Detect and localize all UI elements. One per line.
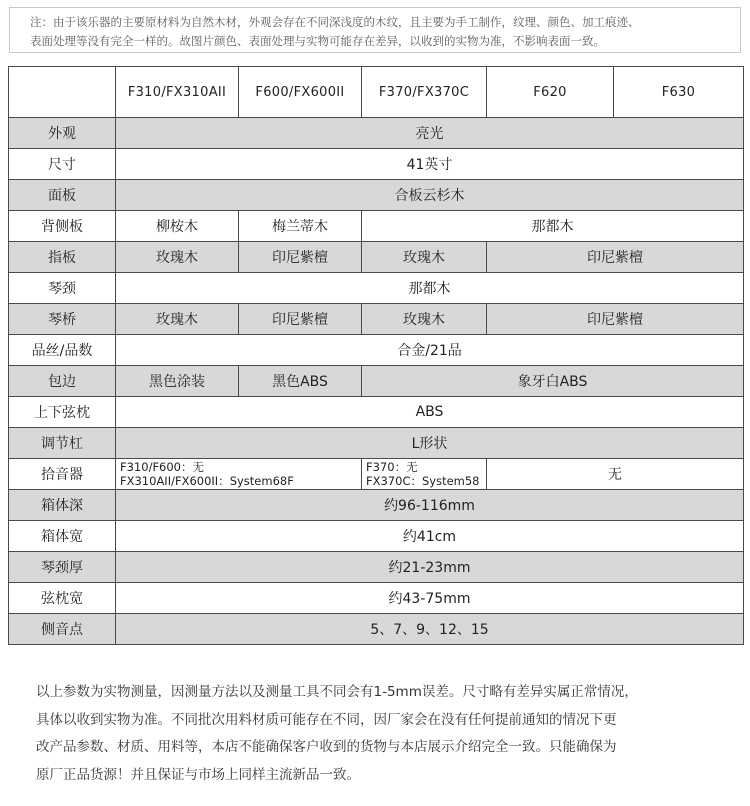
table-row [9, 614, 744, 645]
row-label: 品丝/品数 [9, 335, 116, 366]
table-row [9, 335, 744, 366]
row-value: 41英寸 [116, 149, 744, 180]
row-value: 5、7、9、12、15 [116, 614, 744, 645]
footer-line-4: 原厂正品货源！并且保证与市场上同样主流新品一致。 [36, 766, 360, 783]
row-value: L形状 [116, 428, 744, 459]
row-label: 尺寸 [9, 149, 116, 180]
header-model: F630 [614, 67, 744, 118]
row-label: 箱体深 [9, 490, 116, 521]
footer-line-2: 具体以收到实物为准。不同批次用料材质可能存在不同，因厂家会在没有任何提前通知的情况下更 [36, 711, 617, 728]
row-label: 外观 [9, 118, 116, 149]
table-row [9, 583, 744, 614]
row-value: 黑色ABS [239, 366, 362, 397]
spec-table [8, 66, 744, 645]
table-header-row [9, 67, 744, 118]
row-label: 指板 [9, 242, 116, 273]
header-model: F600/FX600II [239, 67, 362, 118]
row-value: 印尼紫檀 [239, 304, 362, 335]
table-row [9, 397, 744, 428]
notice-line-1: 注：由于该乐器的主要原材料为自然木材，外观会存在不同深浅度的木纹，且主要为手工制作，纹理、颜色、加工痕迹、 [30, 15, 640, 29]
row-label: 调节杠 [9, 428, 116, 459]
row-label: 面板 [9, 180, 116, 211]
pickup-cell-f370 [362, 459, 487, 490]
row-value: ABS [116, 397, 744, 428]
table-row [9, 490, 744, 521]
row-value: 印尼紫檀 [487, 304, 744, 335]
row-value: 象牙白ABS [362, 366, 744, 397]
footer-disclaimer [36, 679, 736, 789]
row-value: 印尼紫檀 [239, 242, 362, 273]
table-row [9, 552, 744, 583]
row-label: 琴桥 [9, 304, 116, 335]
pickup-line: FX370C：System58 [366, 474, 480, 488]
row-value: 亮光 [116, 118, 744, 149]
pickup-line: F370：无 [366, 460, 418, 474]
footer-line-3: 改产品参数、材质、用料等，本店不能确保客户收到的货物与本店展示介绍完全一致。只能确保为 [36, 739, 617, 755]
header-model: F620 [487, 67, 614, 118]
row-value: 黑色涂装 [116, 366, 239, 397]
row-value: 约43-75mm [116, 583, 744, 614]
pickup-line: F310/F600：无 [120, 460, 205, 474]
row-value: 合金/21品 [116, 335, 744, 366]
row-value: 无 [487, 459, 744, 490]
row-value: 约41cm [116, 521, 744, 552]
row-value: 约96-116mm [116, 490, 744, 521]
row-value: 那都木 [362, 211, 744, 242]
table-row [9, 304, 744, 335]
table-row [9, 149, 744, 180]
row-value: 合板云杉木 [116, 180, 744, 211]
pickup-line: FX310AII/FX600II：System68F [120, 474, 294, 488]
table-row [9, 118, 744, 149]
header-empty-cell [9, 67, 116, 118]
table-row [9, 242, 744, 273]
table-row [9, 211, 744, 242]
row-label: 上下弦枕 [9, 397, 116, 428]
row-label: 侧音点 [9, 614, 116, 645]
notice-box [9, 7, 741, 53]
row-value: 印尼紫檀 [487, 242, 744, 273]
row-label: 琴颈厚 [9, 552, 116, 583]
table-row [9, 180, 744, 211]
row-value: 玫瑰木 [362, 304, 487, 335]
table-row [9, 273, 744, 304]
row-value: 那都木 [116, 273, 744, 304]
pickup-cell-f310-f600 [116, 459, 362, 490]
row-label: 箱体宽 [9, 521, 116, 552]
table-row [9, 521, 744, 552]
row-label: 背侧板 [9, 211, 116, 242]
table-row [9, 366, 744, 397]
row-value: 约21-23mm [116, 552, 744, 583]
row-value: 玫瑰木 [116, 304, 239, 335]
row-value: 柳桉木 [116, 211, 239, 242]
table-row [9, 459, 744, 490]
footer-line-1: 以上参数为实物测量，因测量方法以及测量工具不同会有1-5mm误差。尺寸略有差异实属正常情况， [36, 684, 638, 700]
row-value: 玫瑰木 [362, 242, 487, 273]
notice-line-2: 表面处理等没有完全一样的。故图片颜色、表面处理与实物可能存在差异，以收到的实物为准，不影响表面一致。 [30, 34, 605, 48]
header-model: F370/FX370C [362, 67, 487, 118]
row-value: 梅兰蒂木 [239, 211, 362, 242]
row-label: 拾音器 [9, 459, 116, 490]
row-value: 玫瑰木 [116, 242, 239, 273]
table-row [9, 428, 744, 459]
row-label: 琴颈 [9, 273, 116, 304]
row-label: 弦枕宽 [9, 583, 116, 614]
row-label: 包边 [9, 366, 116, 397]
header-model: F310/FX310AII [116, 67, 239, 118]
